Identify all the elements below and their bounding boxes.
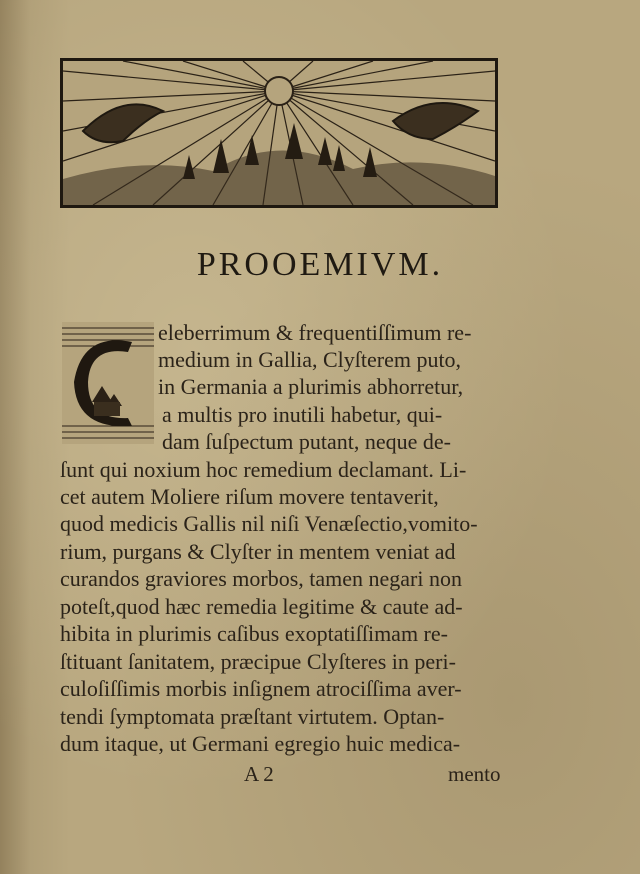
text-line: medium in Gallia, Clyſterem puto, <box>158 347 462 372</box>
signature-mark: A 2 <box>244 762 274 786</box>
text-line: quod medicis Gallis nil niſi Venæſectio,vomito- <box>60 511 478 536</box>
text-line: eleberrimum & frequentiſſimum re- <box>158 320 472 345</box>
catchword: mento <box>448 762 501 786</box>
text-line: a multis pro inutili habetur, qui- <box>162 402 443 427</box>
text-line: cet autem Moliere riſum movere tentaverit, <box>60 484 439 509</box>
page-title: PROOEMIVM. <box>196 246 444 283</box>
text-line: ſtituant ſanitatem, præcipue Clyſteres in peri- <box>60 649 456 674</box>
text-line: ſunt qui noxium hoc remedium declamant. Li- <box>60 457 467 482</box>
text-line: hibita in plurimis caſibus exoptatiſſimam re- <box>60 621 448 646</box>
text-line: tendi ſymptomata præſtant virtutem. Optan- <box>60 704 445 729</box>
text-line: dum itaque, ut Germani egregio huic medica- <box>60 731 461 756</box>
text-line: dam ſuſpectum putant, neque de- <box>162 429 451 454</box>
text-line: rium, purgans & Clyſter in mentem veniat ad <box>60 539 456 564</box>
text-line: culoſiſſimis morbis inſignem atrociſſima aver- <box>60 676 462 701</box>
text-line: poteſt,quod hæc remedia legitime & caute ad- <box>60 594 463 619</box>
text-line: curandos graviores morbos, tamen negari non <box>60 566 462 591</box>
text-line: in Germania a plurimis abhorretur, <box>158 374 464 399</box>
